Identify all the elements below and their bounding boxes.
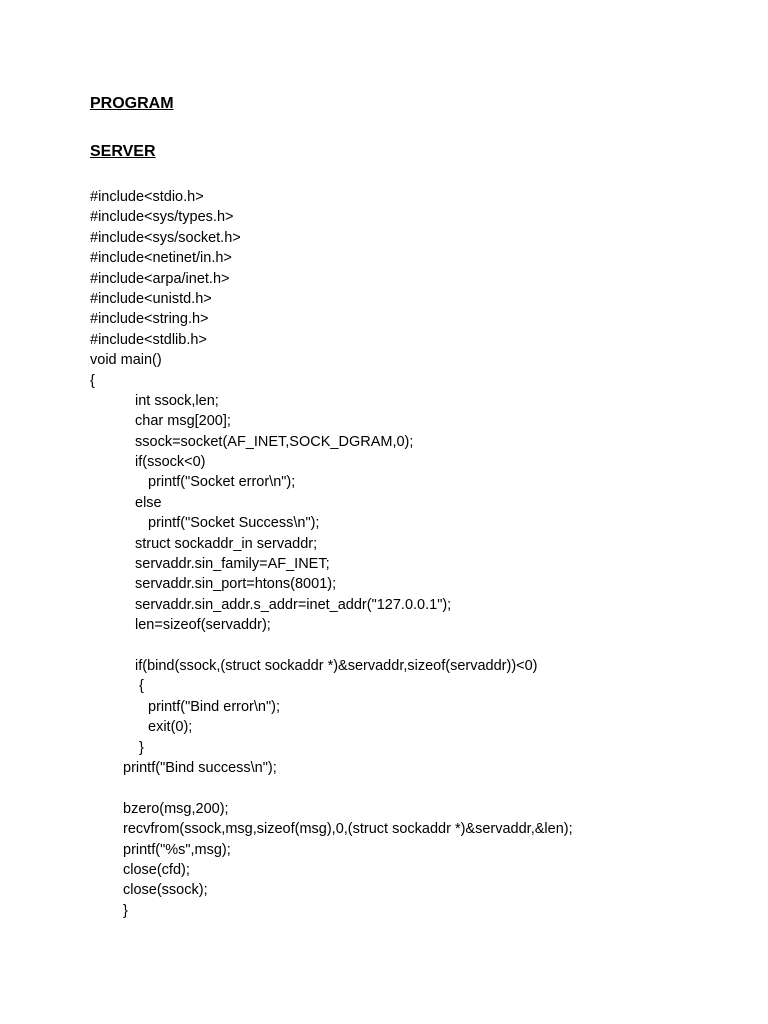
code-line (90, 636, 573, 656)
code-line: #include<string.h> (90, 311, 209, 328)
code-line: close(cfd); (123, 861, 190, 878)
code-line (90, 778, 573, 798)
code-line: printf("Socket Success\n"); (148, 515, 320, 532)
code-line: recvfrom(ssock,msg,sizeof(msg),0,(struct sockaddr *)&servaddr,&len); (123, 821, 573, 838)
code-line: printf("Bind error\n"); (148, 698, 280, 715)
code-line: servaddr.sin_port=htons(8001); (135, 576, 337, 593)
code-line: } (123, 902, 128, 919)
code-line: else (135, 494, 162, 511)
code-line: bzero(msg,200); (123, 800, 229, 817)
code-line: } (139, 739, 144, 756)
code-line: #include<sys/socket.h> (90, 229, 241, 246)
code-line: printf("Socket error\n"); (148, 474, 296, 491)
code-line: { (90, 372, 95, 389)
code-line: close(ssock); (123, 882, 208, 899)
code-line: #include<unistd.h> (90, 290, 212, 307)
code-block (90, 187, 573, 921)
heading-program: PROGRAM (90, 95, 174, 112)
code-line: struct sockaddr_in servaddr; (135, 535, 318, 552)
code-line: char msg[200]; (135, 413, 231, 430)
code-line: void main() (90, 352, 162, 369)
code-line: if(ssock<0) (135, 454, 206, 471)
code-line: servaddr.sin_family=AF_INET; (135, 556, 330, 573)
code-line: #include<netinet/in.h> (90, 250, 232, 267)
code-line: #include<stdlib.h> (90, 331, 207, 348)
code-line: int ssock,len; (135, 392, 219, 409)
code-line: servaddr.sin_addr.s_addr=inet_addr("127.0.0.1"); (135, 596, 452, 613)
code-line: if(bind(ssock,(struct sockaddr *)&servaddr,sizeof(servaddr))<0) (135, 657, 538, 674)
code-line: len=sizeof(servaddr); (135, 617, 271, 634)
code-line: ssock=socket(AF_INET,SOCK_DGRAM,0); (135, 433, 414, 450)
heading-server: SERVER (90, 143, 156, 160)
code-line: #include<stdio.h> (90, 189, 204, 205)
code-line: #include<arpa/inet.h> (90, 270, 230, 287)
code-line: #include<sys/types.h> (90, 209, 234, 226)
code-line: exit(0); (148, 719, 193, 736)
code-line: printf("%s",msg); (123, 841, 231, 858)
code-line: { (139, 678, 144, 695)
code-line: printf("Bind success\n"); (123, 759, 277, 776)
